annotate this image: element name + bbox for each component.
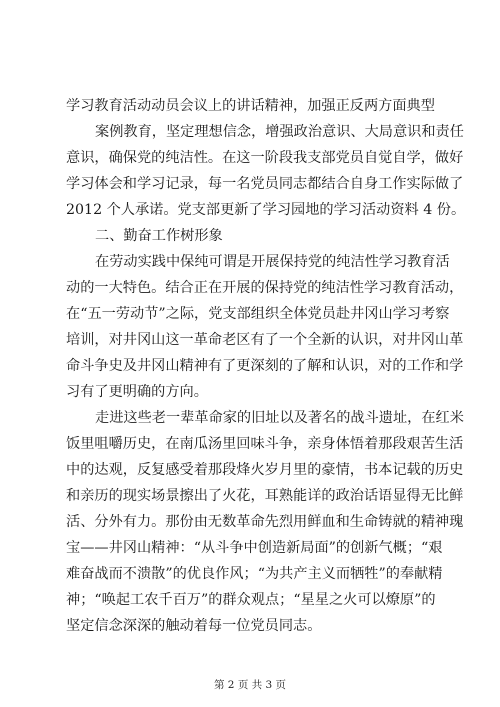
text-line: 动的一大特色。结合正在开展的保持党的纯洁性学习教育活动， [66, 280, 464, 296]
text-line: 习有了更明确的方向。 [66, 384, 208, 400]
text-line: 学习体会和学习记录，每一名党员同志都结合自身工作实际做了 [66, 176, 464, 192]
text-line: 神；“唤起工农千百万”的群众观点；“星星之火可以燎原”的 [66, 592, 436, 608]
text-line: 坚定信念深深的触动着每一位党员同志。 [66, 618, 322, 634]
text-line: 和亲历的现实场景擦出了火花，耳熟能详的政治话语显得无比鲜 [66, 488, 464, 504]
text-line: 饭里咀嚼历史，在南瓜汤里回味斗争，亲身体悟着那段艰苦生活 [66, 436, 464, 452]
text-line: 走进这些老一辈革命家的旧址以及著名的战斗遗址，在红米 [95, 410, 464, 426]
text-line: 中的达观，反复感受着那段烽火岁月里的豪情，书本记载的历史 [66, 462, 464, 478]
text-line: 活、分外有力。那份由无数革命先烈用鲜血和生命铸就的精神瑰 [66, 514, 464, 530]
text-line: 命斗争史及井冈山精神有了更深刻的了解和认识，对的工作和学 [66, 358, 464, 374]
text-line: 难奋战而不溃散”的优良作风；“为共产主义而牺牲”的奉献精 [66, 566, 443, 582]
body-text [66, 93, 466, 639]
text-line: 案例教育，坚定理想信念，增强政治意识、大局意识和责任 [95, 124, 464, 140]
text-line: 学习教育活动动员会议上的讲话精神，加强正反两方面典型 [66, 98, 435, 114]
text-line: 在劳动实践中保纯可谓是开展保持党的纯洁性学习教育活 [95, 254, 450, 270]
text-line: 2012 个人承诺。党支部更新了学习园地的学习活动资料 4 份。 [66, 202, 466, 218]
text-line: 在“五一劳动节”之际，党支部组织全体党员赴井冈山学习考察 [66, 306, 450, 322]
text-line: 宝——井冈山精神：“从斗争中创造新局面”的创新气概；“艰 [66, 540, 443, 556]
text-line: 意识，确保党的纯洁性。在这一阶段我支部党员自觉自学，做好 [66, 150, 464, 166]
page-footer: 第 2 页 共 3 页 [213, 679, 287, 691]
section-heading: 二、勤奋工作树形象 [95, 228, 223, 244]
text-line: 培训，对井冈山这一革命老区有了一个全新的认识，对井冈山革 [66, 332, 464, 348]
